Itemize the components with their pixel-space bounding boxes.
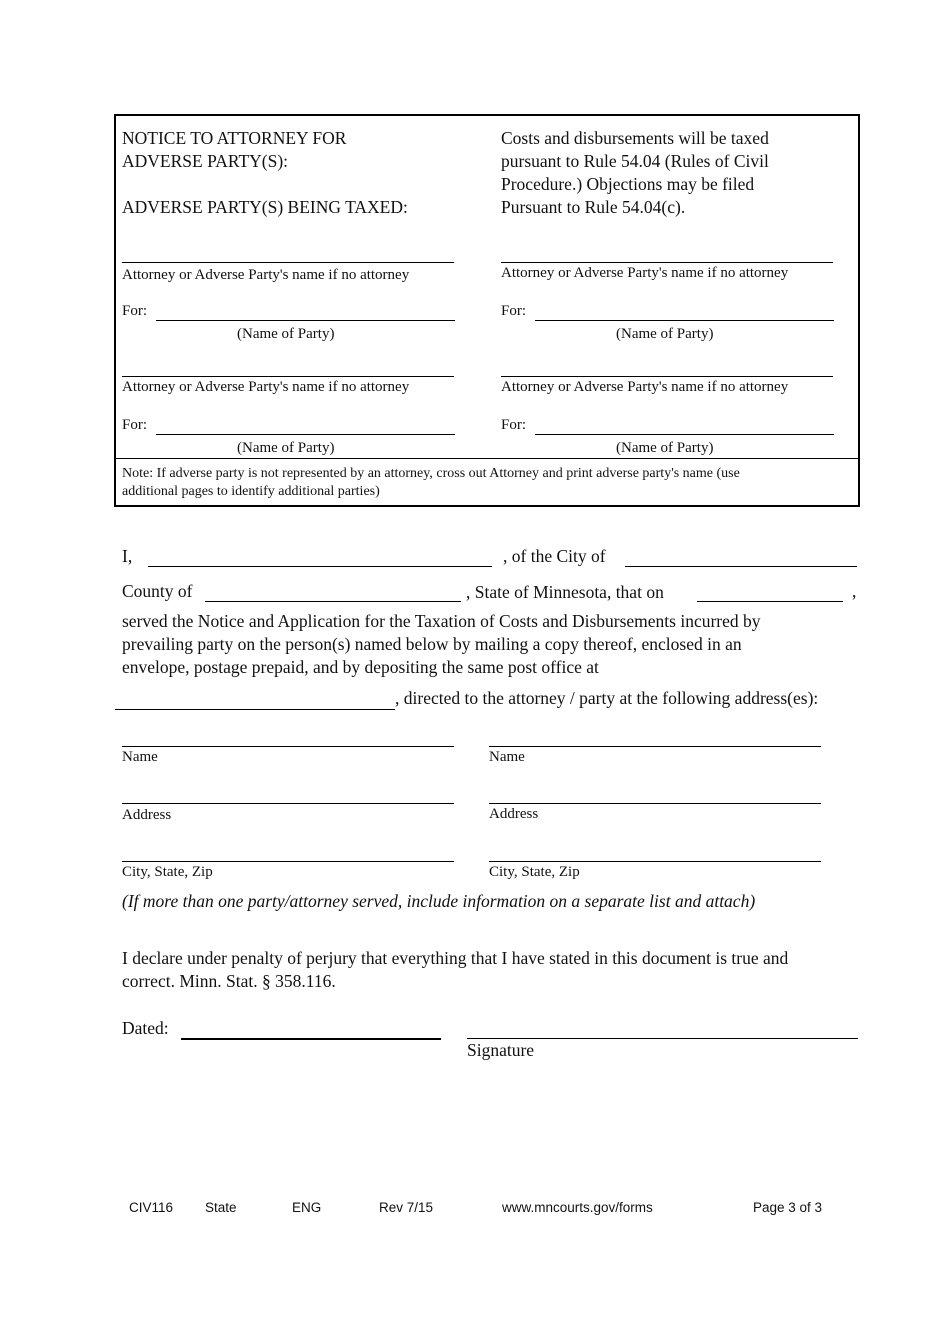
for-label: For: <box>501 417 527 433</box>
party-label: (Name of Party) <box>616 326 714 342</box>
party-line-right-1[interactable] <box>535 320 834 321</box>
city-state-zip-label: City, State, Zip <box>489 864 580 880</box>
address-label: Address <box>122 807 172 823</box>
rule-text-1: Costs and disbursements will be taxed <box>501 128 769 148</box>
affiant-name-field[interactable] <box>148 566 492 567</box>
attorney-label: Attorney or Adverse Party's name if no attorney <box>501 379 789 395</box>
dated-field[interactable] <box>181 1038 441 1040</box>
name-label: Name <box>122 749 158 765</box>
attorney-line-right-2[interactable] <box>501 376 833 377</box>
footer-form-id: CIV116 <box>129 1200 174 1215</box>
comma: , <box>852 581 857 601</box>
served-text-1: served the Notice and Application for the Taxation of Costs and Disbursements incurred by <box>122 611 761 631</box>
notice-heading-1: NOTICE TO ATTORNEY FOR <box>122 128 347 148</box>
party-label: (Name of Party) <box>616 440 714 456</box>
note-divider <box>114 458 860 459</box>
note-line-2: additional pages to identify additional parties) <box>122 484 380 499</box>
party-line-left-1[interactable] <box>156 320 455 321</box>
city-field[interactable] <box>625 566 857 567</box>
attorney-label: Attorney or Adverse Party's name if no attorney <box>501 265 789 281</box>
declaration-line-2: correct. Minn. Stat. § 358.116. <box>122 971 336 991</box>
address-label: Address <box>489 806 539 822</box>
adverse-party-heading: ADVERSE PARTY(S) BEING TAXED: <box>122 197 408 217</box>
county-label: County of <box>122 581 193 601</box>
for-label: For: <box>122 303 148 319</box>
party-label: (Name of Party) <box>237 440 335 456</box>
attorney-label: Attorney or Adverse Party's name if no attorney <box>122 267 410 283</box>
city-label: , of the City of <box>503 546 606 566</box>
for-label: For: <box>122 417 148 433</box>
footer-website[interactable]: www.mncourts.gov/forms <box>502 1200 653 1215</box>
served-text-2: prevailing party on the person(s) named below by mailing a copy thereof, enclosed in an <box>122 634 742 654</box>
for-label: For: <box>501 303 527 319</box>
rule-text-3: Procedure.) Objections may be filed <box>501 174 755 194</box>
attorney-label: Attorney or Adverse Party's name if no attorney <box>122 379 410 395</box>
party-line-right-2[interactable] <box>535 434 834 435</box>
separate-list-note: (If more than one party/attorney served, include information on a separate list and attach) <box>122 891 756 911</box>
date-served-field[interactable] <box>697 601 843 602</box>
city-state-zip-label: City, State, Zip <box>122 864 213 880</box>
attorney-line-right-1[interactable] <box>501 262 833 263</box>
county-field[interactable] <box>205 601 461 602</box>
post-office-field[interactable] <box>115 709 395 710</box>
declaration-line-1: I declare under penalty of perjury that everything that I have stated in this document is true and <box>122 948 789 968</box>
footer-language: ENG <box>292 1200 322 1215</box>
party-label: (Name of Party) <box>237 326 335 342</box>
note-line-1: Note: If adverse party is not represented by an attorney, cross out Attorney and print adverse party's name (use <box>122 466 740 481</box>
attorney-line-left-2[interactable] <box>122 376 454 377</box>
served-text-3: envelope, postage prepaid, and by depositing the same post office at <box>122 657 599 677</box>
city-state-zip-field-left[interactable] <box>122 861 454 862</box>
name-field-right[interactable] <box>489 746 821 747</box>
affiant-i-label: I, <box>122 546 133 566</box>
attorney-line-left-1[interactable] <box>122 262 454 263</box>
footer-page-number: Page 3 of 3 <box>753 1200 823 1215</box>
footer-jurisdiction: State <box>205 1200 237 1215</box>
directed-text: , directed to the attorney / party at the following address(es): <box>395 688 819 708</box>
rule-text-2: pursuant to Rule 54.04 (Rules of Civil <box>501 151 769 171</box>
address-field-left[interactable] <box>122 803 454 804</box>
rule-text-4: Pursuant to Rule 54.04(c). <box>501 197 686 217</box>
footer-revision: Rev 7/15 <box>379 1200 434 1215</box>
address-field-right[interactable] <box>489 803 821 804</box>
notice-heading-2: ADVERSE PARTY(S): <box>122 151 289 171</box>
name-field-left[interactable] <box>122 746 454 747</box>
signature-label: Signature <box>467 1040 535 1060</box>
dated-label: Dated: <box>122 1018 169 1038</box>
name-label: Name <box>489 749 525 765</box>
city-state-zip-field-right[interactable] <box>489 861 821 862</box>
party-line-left-2[interactable] <box>156 434 455 435</box>
state-label: , State of Minnesota, that on <box>466 582 664 602</box>
